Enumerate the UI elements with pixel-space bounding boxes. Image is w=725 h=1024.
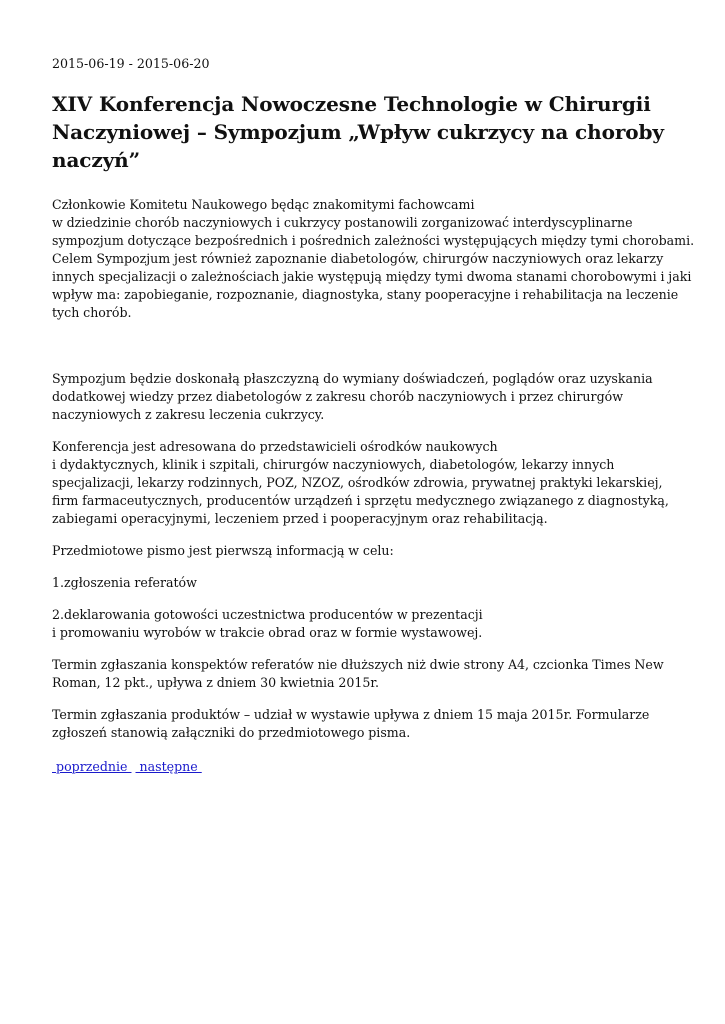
event-date: 2015-06-19 - 2015-06-20 [52, 56, 210, 71]
text-line: innych specjalizacji o zależnościach jakie występują między tymi dwoma stanami chorobowymi i jaki [52, 269, 692, 284]
text-line: i promowaniu wyrobów w trakcie obrad oraz w formie wystawowej. [52, 625, 483, 640]
text-line: i dydaktycznych, klinik i szpitali, chirurgów naczyniowych, diabetologów, lekarzy innych [52, 457, 615, 472]
paragraph-intro [52, 196, 695, 322]
text-line: sympozjum dotyczące bezpośrednich i pośrednich zależności występujących między tymi chorobami. [52, 233, 695, 248]
text-line: Celem Sympozjum jest również zapoznanie diabetologów, chirurgów naczyniowych oraz lekarzy [52, 251, 664, 266]
paragraph-symposium [52, 370, 682, 424]
list-item-2 [52, 606, 682, 642]
next-link[interactable]: następne [135, 759, 202, 774]
text-line: 1.zgłoszenia referatów [52, 575, 197, 590]
title-line: XIV Konferencja Nowoczesne Technologie w Chirurgii [52, 92, 651, 116]
text-line: zgłoszeń stanowią załączniki do przedmiotowego pisma. [52, 725, 411, 740]
page-title [52, 90, 682, 174]
paragraph-products-deadline [52, 706, 682, 742]
paragraph-purpose [52, 542, 682, 560]
text-line: zabiegami operacyjnymi, leczeniem przed i pooperacyjnym oraz rehabilitacją. [52, 511, 548, 526]
title-line: naczyń” [52, 148, 141, 172]
pagination-nav [52, 758, 682, 776]
previous-link[interactable]: poprzednie [52, 759, 132, 774]
text-line: Roman, 12 pkt., upływa z dniem 30 kwietnia 2015r. [52, 675, 380, 690]
text-line: 2.deklarowania gotowości uczestnictwa producentów w prezentacji [52, 607, 483, 622]
document-page [52, 56, 695, 776]
text-line: Członkowie Komitetu Naukowego będąc znakomitymi fachowcami [52, 197, 475, 212]
text-line: Konferencja jest adresowana do przedstawicieli ośrodków naukowych [52, 439, 498, 454]
text-line: naczyniowych z zakresu leczenia cukrzycy. [52, 407, 325, 422]
text-line: Sympozjum będzie doskonałą płaszczyzną do wymiany doświadczeń, poglądów oraz uzyskania [52, 371, 653, 386]
text-line: specjalizacji, lekarzy rodzinnych, POZ, NZOZ, ośrodków zdrowia, prywatnej praktyki lekarskiej, [52, 475, 663, 490]
text-line: dodatkowej wiedzy przez diabetologów z zakresu chorób naczyniowych i przez chirurgów [52, 389, 623, 404]
text-line: tych chorób. [52, 305, 132, 320]
text-line: firm farmaceutycznych, producentów urządzeń i sprzętu medycznego związanego z diagnostyką, [52, 493, 669, 508]
paragraph-papers-deadline [52, 656, 682, 692]
title-line: Naczyniowej – Sympozjum „Wpływ cukrzycy na choroby [52, 120, 664, 144]
text-line: w dziedzinie chorób naczyniowych i cukrzycy postanowili zorganizować interdyscyplinarne [52, 215, 633, 230]
text-line: Przedmiotowe pismo jest pierwszą informacją w celu: [52, 543, 394, 558]
paragraph-audience [52, 438, 682, 528]
text-line: wpływ ma: zapobieganie, rozpoznanie, diagnostyka, stany pooperacyjne i rehabilitacja na leczenie [52, 287, 679, 302]
text-line: Termin zgłaszania konspektów referatów nie dłuższych niż dwie strony A4, czcionka Times New [52, 657, 664, 672]
list-item-1 [52, 574, 682, 592]
text-line: Termin zgłaszania produktów – udział w wystawie upływa z dniem 15 maja 2015r. Formularze [52, 707, 650, 722]
